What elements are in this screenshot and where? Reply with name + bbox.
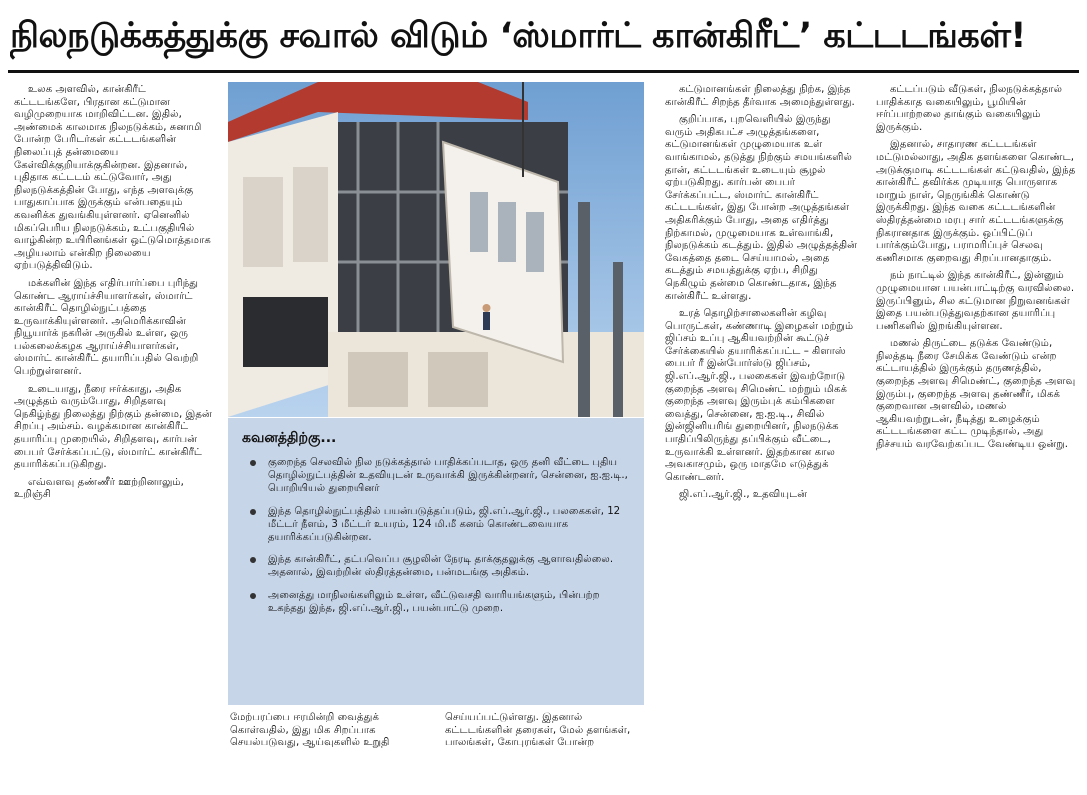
- paragraph: மக்களின் இந்த எதிர்பார்ப்பை புரிந்து கொண்ட ஆராய்ச்சியாளர்கள், ஸ்மார்ட் கான்கிரீட் தொழில்நுட்பத்தை உருவாக்கியுள்ளனர். அமெரிக்காவின் நியூயார்க் நகரின் அருகில் உள்ள, ஒரு பல்கலைக்கழக ஆராய்ச்சியாளர்கள், ஸ்மார்ட் கான்கிரீட் தயாரிப்பதில் வெற்றி பெற்றுள்ளனர்.: [14, 277, 199, 378]
- paragraph: ஜி.எப்.ஆர்.ஜி., உதவியுடன்: [679, 489, 808, 501]
- article-column-2b: [445, 712, 643, 792]
- paragraph: மணல் திருட்டை தடுக்க வேண்டும், நிலத்தடி நீரை சேமிக்க வேண்டும் என்ற கட்டாயத்தில் இருக்கும் தருணத்தில், குறைந்த அளவு சிமெண்ட், குறைந்த அளவு இரும்பு, குறைந்த அளவு தண்ணீர், மிகக் குறைவான அளவில், மணல் ஆகியவற்றுடன், நீடித்து உழைக்கும் கட்டடங்களை கட்ட முடிந்தால், அது நிச்சயம் வரவேற்கப்பட வேண்டிய ஒன்று.: [876, 338, 1076, 451]
- list-item: [242, 553, 630, 579]
- paragraph: உரத் தொழிற்சாலைகளின் கழிவு பொருட்கள், கண்ணாடி இழைகள் மற்றும் ஜிப்சம் உப்பு ஆகியவற்றின் கூட்டுச் சேர்க்கையில் தயாரிக்கப்பட்ட – கிளாஸ் பைபர் ரீ இன்போர்ஸ்டு ஜிப்சம், ஜி.எப்.ஆர்.ஜி., பலகைகள் இவற்றோடு குறைந்த அளவு சிமெண்ட் மற்றும் மிகக் குறைந்த அளவு இரும்புக் கம்பிகளை வைத்து, சென்னை, ஐ.ஐ.டி., சிவில் இன்ஜினியரிங் துறையினர், நிலநடுக்க பாதிப்பிலிருந்து தப்பிக்கும் வீட்டை, உருவாக்கி உள்ளனர். இதற்கான கால அவகாசமும், ஒரு மாதமே எடுத்துக் கொண்டனர்.: [665, 308, 854, 483]
- callout-box: [228, 418, 644, 705]
- callout-title: கவனத்திற்கு...: [242, 430, 337, 446]
- list-item: [242, 456, 630, 496]
- list-item: [242, 589, 630, 615]
- bullet-icon: [250, 593, 256, 599]
- headline-rule: [8, 70, 1079, 73]
- paragraph: உலக அளவில், கான்கிரீட் கட்டடங்களே, பிரதான கட்டுமான வழிமுறையாக மாறிவிட்டன. இதில், அண்மைக் காலமாக நிலநடுக்கம், சுனாமி போன்ற பேரிடர்கள் கட்டடங்களின் நிலைப்புத் தன்மையை கேள்விக்குறியாக்குகின்றன. இதனால், புதிதாக கட்டடம் கட்டுவோர், அது நிலநடுக்கத்தின் போது, எந்த அளவுக்கு பாதுகாப்பாக இருக்கும் என்பதையும் கவனிக்க துவங்கியுள்ளனர். ஏனெனில் மிகப்பெரிய நிலநடுக்கம், உட்பகுதியில் வாழ்கின்ற உயிரினங்கள் ஒட்டுமொத்தமாக அழியலாம் என்கிற நிலையை ஏற்படுத்திவிடும்.: [14, 84, 211, 272]
- bullet-icon: [250, 557, 256, 563]
- headline: நிலநடுக்கத்துக்கு சவால் விடும் ‘ஸ்மார்ட் கான்கிரீட்’ கட்டடங்கள்!: [10, 16, 1026, 56]
- bullet-icon: [250, 509, 256, 515]
- paragraph: கட்டுமானங்கள் நிலைத்து நிற்க, இந்த கான்கிரீட் சிறந்த தீர்வாக அமைந்துள்ளது.: [665, 84, 855, 108]
- callout-list: [242, 456, 630, 615]
- paragraph: உடையாது, நீரை ஈர்க்காது, அதிக அழுத்தம் வரும்போது, சிறிதளவு நெகிழ்ந்து நிலைத்து நிற்கும் தன்மை, இதன் சிறப்பு அம்சம். வழக்கமான கான்கிரீட் தயாரிப்பு முறையில், சிறிதளவு, கார்பன் பைபர் சேர்க்கப்பட்டு, ஸ்மார்ட் கான்கிரீட் தயாரிக்கப்படுகிறது.: [14, 383, 212, 471]
- list-item-text: குறைந்த செலவில் நில நடுக்கத்தால் பாதிக்கப்படாத, ஒரு தனி வீட்டை புதிய தொழில்நுட்பத்தின் உதவியுடன் உருவாக்கி இருக்கின்றனர், சென்னை, ஐ.ஐ.டி., பொறியியல் துறையினர்: [268, 457, 628, 495]
- list-item-text: இந்த கான்கிரீட், தட்பவெப்ப சூழலின் நேரடி தாக்குதலுக்கு ஆளாவதில்லை. அதனால், இவற்றின் ஸ்திரத்தன்மை, பன்மடங்கு அதிகம்.: [268, 554, 614, 579]
- paragraph: கட்டப்படும் வீடுகள், நிலநடுக்கத்தால் பாதிக்காத வகையிலும், பூமியின் ஈர்ப்பாற்றலை தாங்கும் வகையிலும் இருக்கும்.: [876, 84, 1063, 133]
- article-column-1: [14, 84, 214, 789]
- list-item: [242, 505, 630, 545]
- article-column-4: [876, 84, 1076, 789]
- paragraph: நம் நாட்டில் இந்த கான்கிரீட், இன்னும் முழுமையான பயன்பாட்டிற்கு வரவில்லை. இருப்பினும், சில கட்டுமான நிறுவனங்கள் இதை பயன்படுத்துவதற்கான தயாரிப்பு பணிகளில் இறங்கியுள்ளன.: [876, 270, 1075, 332]
- article-column-3: [665, 84, 861, 789]
- paragraph: செய்யப்பட்டுள்ளது. இதனால் கட்டடங்களின் தரைகள், மேல் தளங்கள், பாலங்கள், கோபுரங்கள் போன்ற: [445, 712, 631, 749]
- paragraph: எவ்வளவு தண்ணீர் ஊற்றினாலும், உறிஞ்சி: [14, 476, 184, 501]
- construction-photo: [228, 82, 644, 417]
- paragraph: குறிப்பாக, புறவெளியில் இருந்து வரும் அதிகபட்ச அழுத்தங்களை, கட்டுமானங்கள் முழுமையாக உள் வாங்காமல், தடுத்து நிற்கும் சமயங்களில் தான், கட்டடங்கள் உடையும் சூழல் ஏற்படுகிறது. கார்பன் பைபர் சேர்க்கப்பட்ட, ஸ்மார்ட் கான்கிரீட் கட்டடங்கள், இது போன்ற அழுத்தங்கள் அதிகரிக்கும் போது, அதை எதிர்த்து நிற்காமல், முழுமையாக உள்வாங்கி, நிலநடுக்கம் கடத்தும். இதில் அழுத்தத்தின் வேகத்தை தடை செய்யாமல், அதை கடத்தும் சமயத்துக்கு ஏற்ப, சிறிது நெகிழும் தன்மை கொண்டதாக, இந்த கான்கிரீட் உள்ளது.: [665, 114, 858, 302]
- paragraph: மேற்பரப்பை ஈரமின்றி வைத்துக் கொள்வதில், இது மிக சிறப்பாக செயல்படுவது, ஆய்வுகளில் உறுதி: [230, 712, 390, 749]
- paragraph: இதனால், சாதாரண கட்டடங்கள் மட்டுமல்லாது, அதிக தளங்களை கொண்ட, அடுக்குமாடி கட்டடங்கள் கட்டுவதில், இந்த கான்கிரீட் தவிர்க்க முடியாத பொருளாக மாறும் நாள், நெருங்கிக் கொண்டு இருக்கிறது. இந்த வகை கட்டடங்களின் ஸ்திரத்தன்மை மரபு சார் கட்டடங்களுக்கு நிகரானதாக இருக்கும். ஒப்பிட்டுப் பார்க்கும்போது, பராமரிப்புச் செலவு கணிசமாக குறைவது சிறப்பானதாகும்.: [876, 139, 1076, 264]
- article-column-2a: [230, 712, 428, 792]
- list-item-text: இந்த தொழில்நுட்பத்தில் பயன்படுத்தப்படும், ஜி.எப்.ஆர்.ஜி., பலகைகள், 12 மீட்டர் நீளம், 3 மீட்டர் உயரம், 124 மி.மீ கனம் கொண்டவையாக தயாரிக்கப்படுகின்றன.: [268, 505, 621, 544]
- bullet-icon: [250, 460, 256, 466]
- list-item-text: அனைத்து மாநிலங்களிலும் உள்ள, வீட்டுவசதி வாரியங்களும், பின்பற்ற உகந்தது இந்த, ஜி.எப்.ஆர்.ஜி., பயன்பாட்டு முறை.: [268, 589, 600, 614]
